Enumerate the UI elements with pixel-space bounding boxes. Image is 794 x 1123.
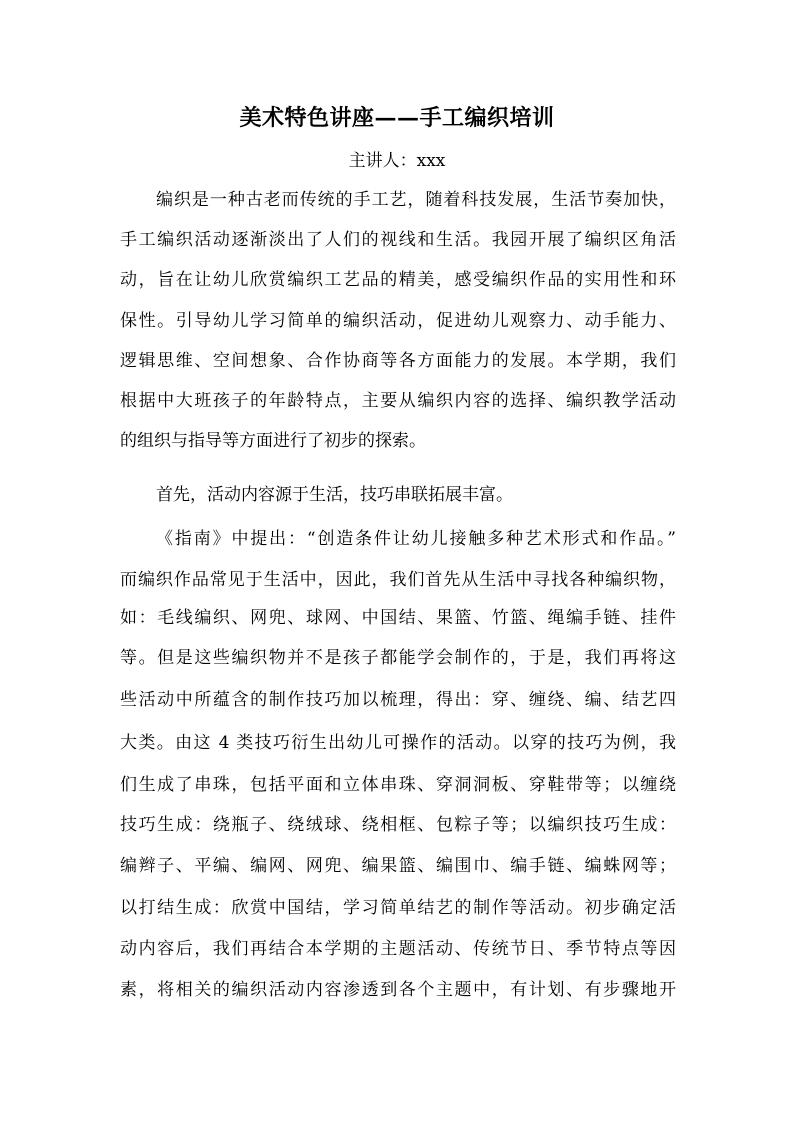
body-line: 手工编织活动逐渐淡出了人们的视线和生活。我园开展了编织区角活 bbox=[120, 230, 676, 250]
body-line: 编织是一种古老而传统的手工艺，随着科技发展，生活节奏加快， bbox=[156, 190, 676, 210]
body-line: 如：毛线编织、网兜、球网、中国结、果篮、竹篮、绳编手链、挂件 bbox=[120, 608, 676, 628]
body-line: 的组织与指导等方面进行了初步的探索。 bbox=[120, 431, 426, 451]
body-line: 们生成了串珠，包括平面和立体串珠、穿洞洞板、穿鞋带等；以缠绕 bbox=[120, 775, 676, 795]
document-title: 美术特色讲座——手工编织培训 bbox=[239, 105, 555, 131]
body-line: 《指南》中提出：“创造条件让幼儿接触多种艺术形式和作品。” bbox=[156, 529, 676, 549]
body-line: 大类。由这 4 类技巧衍生出幼儿可操作的活动。以穿的技巧为例，我 bbox=[120, 733, 676, 753]
body-line: 素，将相关的编织活动内容渗透到各个主题中，有计划、有步骤地开 bbox=[120, 980, 676, 1000]
section-heading: 首先，活动内容源于生活，技巧串联拓展丰富。 bbox=[156, 485, 513, 505]
body-line: 等。但是这些编织物并不是孩子都能学会制作的，于是，我们再将这 bbox=[120, 648, 676, 668]
body-line: 技巧生成：绕瓶子、绕绒球、绕相框、包粽子等；以编织技巧生成： bbox=[120, 815, 676, 835]
body-line: 根据中大班孩子的年龄特点，主要从编织内容的选择、编织教学活动 bbox=[120, 391, 676, 411]
body-line: 保性。引导幼儿学习简单的编织活动，促进幼儿观察力、动手能力、 bbox=[120, 311, 676, 331]
speaker-line: 主讲人：xxx bbox=[348, 151, 446, 171]
body-line: 而编织作品常见于生活中，因此，我们首先从生活中寻找各种编织物， bbox=[120, 570, 676, 590]
body-line: 编辫子、平编、编网、网兜、编果篮、编围巾、编手链、编蛛网等； bbox=[120, 856, 676, 876]
body-line: 动，旨在让幼儿欣赏编织工艺品的精美，感受编织作品的实用性和环 bbox=[120, 270, 676, 290]
body-line: 逻辑思维、空间想象、合作协商等各方面能力的发展。本学期，我们 bbox=[120, 351, 676, 371]
body-line: 些活动中所蕴含的制作技巧加以梳理，得出：穿、缠绕、编、结艺四 bbox=[120, 690, 676, 710]
body-line: 以打结生成：欣赏中国结，学习简单结艺的制作等活动。初步确定活 bbox=[120, 898, 676, 918]
body-line: 动内容后，我们再结合本学期的主题活动、传统节日、季节特点等因 bbox=[120, 939, 676, 959]
